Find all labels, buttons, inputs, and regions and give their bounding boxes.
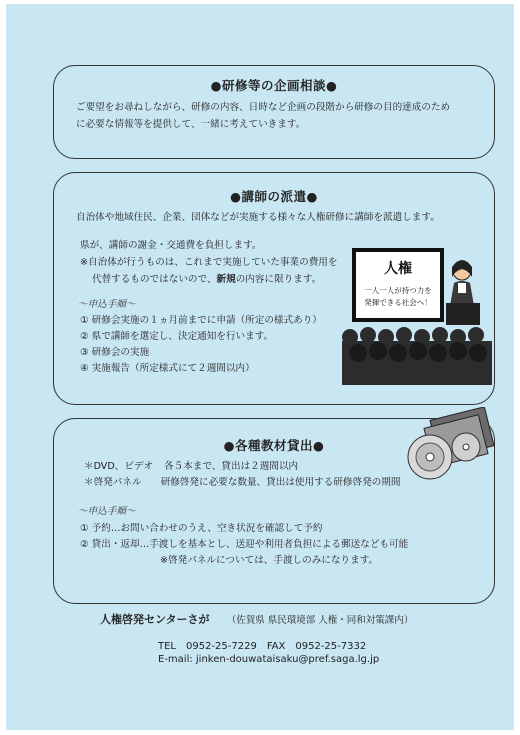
- panel-desc: 研修啓発に必要な数量、貸出は使用する研修啓発の期間: [160, 477, 401, 488]
- dispatch-step-2: ② 県で講師を選定し、決定通知を行います。: [80, 331, 274, 342]
- panel-row: [84, 475, 400, 491]
- planning-consultation-title: ●研修等の企画相談●: [210, 78, 338, 93]
- new-only-emphasis: 新規: [216, 274, 236, 285]
- dvd-illustration: [400, 407, 496, 487]
- lending-step-1: ① 予約…お問い合わせのうえ、空き状況を確認して予約: [80, 523, 323, 534]
- dvd-video-desc: 各５本まで、貸出は２週間以内: [164, 461, 299, 472]
- lending-step-2: ② 貸出・返却…手渡しを基本とし、送迎や利用者負担による郵送なども可能: [80, 539, 409, 550]
- dispatch-step-3: ③ 研修会の実施: [80, 347, 150, 358]
- dvd-video-label: ＊DVD、ビデオ: [84, 461, 153, 472]
- dispatch-procedure-label: ～申込手順～: [78, 299, 136, 310]
- dvd-video-row: [84, 459, 298, 475]
- contact-email[interactable]: E-mail: jinken-douwataisaku@pref.saga.lg.jp: [158, 654, 380, 665]
- panel-handover-note: ※啓発パネルについては、手渡しのみになります。: [160, 555, 379, 566]
- materials-lending-box: [53, 418, 495, 604]
- panel-label: ＊啓発パネル: [84, 477, 142, 488]
- center-name: 人権啓発センターさが: [100, 613, 210, 626]
- board-text-1: 一人一人が持つ力を: [364, 286, 432, 295]
- board-text-2: 発揮できる社会へ！: [364, 298, 432, 307]
- planning-line-2: に必要な情報等を提供して、一緒に考えていきます。: [76, 119, 306, 130]
- planning-consultation-box: [53, 65, 495, 159]
- dispatch-step-1: ① 研修会実施の１ヵ月前までに申請（所定の様式あり）: [80, 315, 322, 326]
- lecturer-dispatch-box: [53, 172, 495, 405]
- board-title: 人権: [384, 261, 412, 277]
- flyer-page: [6, 4, 514, 730]
- planning-line-1: ご要望をお尋ねしながら、研修の内容、日時など企画の段階から研修の目的達成のため: [76, 102, 451, 113]
- materials-lending-title: ●各種教材貸出●: [223, 438, 325, 453]
- dispatch-intro: 自治体や地域住民、企業、団体などが実施する様々な人権研修に講師を派遣します。: [76, 212, 440, 223]
- dispatch-line-1: 県が、講師の謝金・交通費を負担します。: [80, 240, 262, 251]
- contact-tel-fax: TEL 0952-25-7229 FAX 0952-25-7332: [158, 641, 367, 652]
- center-info: [100, 611, 413, 627]
- center-affiliation: （佐賀県 県民環境部 人権・同和対策課内）: [226, 615, 414, 626]
- lecture-illustration: [342, 245, 492, 385]
- dispatch-line-3: 代替するものではないので、新規の内容に限ります。: [92, 274, 322, 285]
- lecturer-dispatch-title: ●講師の派遣●: [230, 189, 318, 204]
- dispatch-line-2: ※自治体が行うものは、これまで実施していた事業の費用を: [80, 257, 338, 268]
- lending-procedure-label: ～申込手順～: [78, 506, 136, 517]
- dispatch-step-4: ④ 実施報告（所定様式にて２週間以内）: [80, 363, 255, 374]
